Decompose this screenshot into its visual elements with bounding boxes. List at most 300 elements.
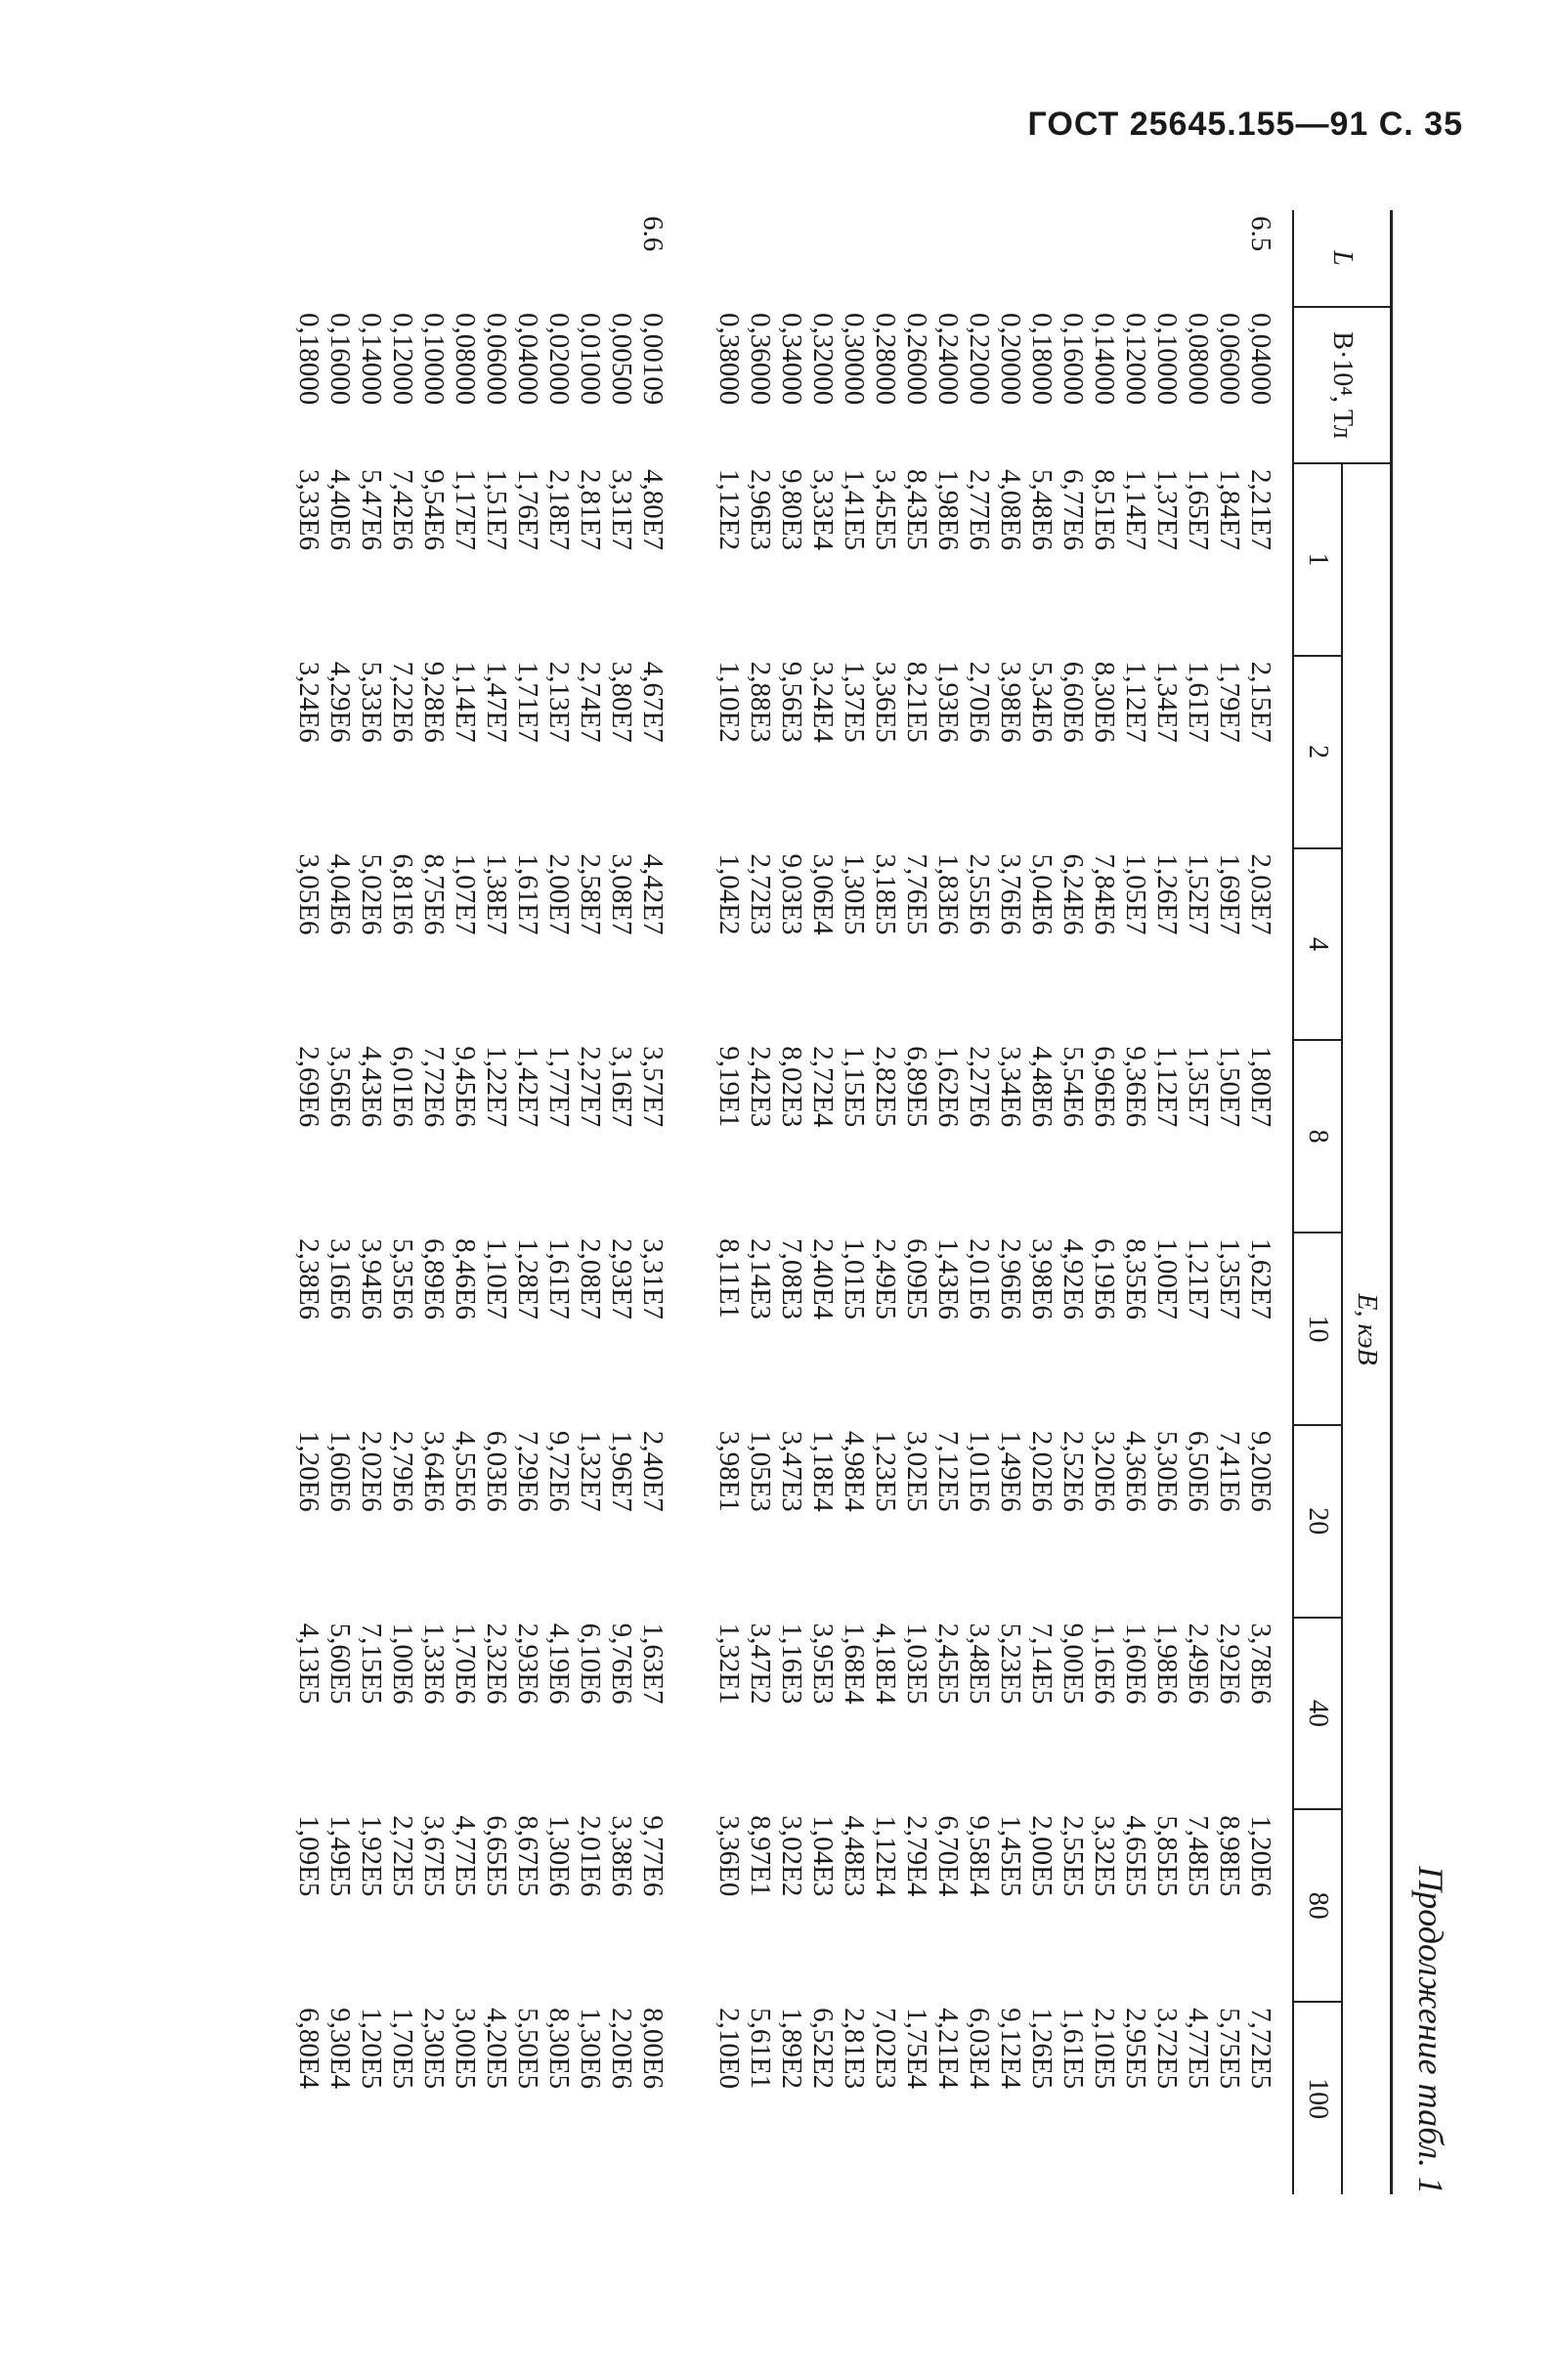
flux-value: 1,79E7 (1214, 661, 1245, 743)
flux-value: 9,03E3 (776, 853, 807, 935)
flux-value: 5,50E5 (512, 2008, 543, 2090)
flux-value: 4,43E6 (356, 1046, 387, 1128)
flux-value: 9,77E6 (637, 1815, 669, 1897)
flux-value: 2,02E6 (356, 1430, 387, 1512)
flux-value: 7,29E6 (512, 1430, 543, 1512)
flux-value: 4,40E6 (324, 469, 356, 550)
table-row (543, 210, 575, 2194)
flux-value: 9,56E3 (776, 661, 807, 743)
flux-value: 3,47E3 (776, 1430, 807, 1512)
energy-header-8: 8 (1293, 1040, 1342, 1233)
l-value (1183, 210, 1214, 307)
flux-value: 3,18E5 (870, 853, 901, 935)
flux-value: 6,60E6 (1058, 661, 1089, 743)
table-row (995, 210, 1026, 2194)
flux-value: 1,47E7 (481, 661, 512, 743)
flux-value: 4,20E5 (481, 2008, 512, 2090)
flux-value: 6,03E4 (964, 2008, 995, 2090)
data-table (293, 210, 1393, 2194)
flux-value: 1,69E7 (1214, 853, 1245, 935)
flux-value: 4,92E6 (1058, 1238, 1089, 1320)
table-row (901, 210, 932, 2194)
flux-value: 1,62E6 (932, 1046, 964, 1128)
energy-header-40: 40 (1293, 1618, 1342, 1810)
flux-value: 1,75E4 (901, 2008, 932, 2090)
flux-value: 3,31E7 (637, 1238, 669, 1320)
flux-value: 9,00E5 (1058, 1623, 1089, 1705)
table-row (512, 210, 543, 2194)
flux-value: 3,56E6 (324, 1046, 356, 1128)
b-value: 0,06000 (1214, 313, 1245, 406)
flux-value: 3,45E5 (870, 469, 901, 550)
flux-value: 9,12E4 (995, 2008, 1026, 2090)
flux-value: 1,10E7 (481, 1238, 512, 1320)
b-value: 0,12000 (387, 313, 418, 406)
flux-value: 7,76E5 (901, 853, 932, 935)
flux-value: 1,30E6 (543, 1815, 575, 1897)
flux-value: 2,96E3 (745, 469, 776, 550)
flux-value: 3,24E6 (293, 661, 324, 743)
table-row (637, 210, 684, 2194)
table-row (870, 210, 901, 2194)
flux-value: 1,38E7 (481, 853, 512, 935)
flux-value: 9,36E6 (1120, 1046, 1151, 1128)
flux-value: 1,26E7 (1151, 853, 1183, 935)
flux-value: 2,08E7 (575, 1238, 606, 1320)
flux-value: 2,79E6 (387, 1430, 418, 1512)
l-value (776, 210, 807, 307)
b-value: 0,38000 (713, 313, 745, 406)
flux-value: 3,64E6 (418, 1430, 450, 1512)
flux-value: 2,81E7 (575, 469, 606, 550)
l-value (964, 210, 995, 307)
flux-value: 5,04E6 (1026, 853, 1058, 935)
l-value (1120, 210, 1151, 307)
l-value (356, 210, 387, 307)
flux-value: 6,19E6 (1089, 1238, 1120, 1320)
flux-value: 1,51E7 (481, 469, 512, 550)
flux-value: 3,36E5 (870, 661, 901, 743)
flux-value: 1,50E7 (1214, 1046, 1245, 1128)
b-value: 0,14000 (356, 313, 387, 406)
flux-value: 3,31E7 (606, 469, 637, 550)
flux-value: 3,24E4 (807, 661, 839, 743)
flux-value: 2,72E3 (745, 853, 776, 935)
flux-value: 1,93E6 (932, 661, 964, 743)
flux-value: 9,45E6 (450, 1046, 481, 1128)
b-value: 0,34000 (776, 313, 807, 406)
flux-value: 1,04E2 (713, 853, 745, 935)
flux-value: 2,00E7 (543, 853, 575, 935)
table-row (1089, 210, 1120, 2194)
flux-value: 6,70E4 (932, 1815, 964, 1897)
flux-value: 8,35E6 (1120, 1238, 1151, 1320)
flux-value: 3,80E7 (606, 661, 637, 743)
flux-value: 2,52E6 (1058, 1430, 1089, 1512)
flux-value: 1,70E5 (387, 2008, 418, 2090)
flux-value: 3,02E5 (901, 1430, 932, 1512)
flux-value: 4,98E4 (839, 1430, 870, 1512)
flux-value: 4,80E7 (637, 469, 669, 550)
l-value (575, 210, 606, 307)
flux-value: 2,10E0 (713, 2008, 745, 2090)
flux-value: 4,04E6 (324, 853, 356, 935)
flux-value: 9,19E1 (713, 1046, 745, 1128)
flux-value: 4,18E4 (870, 1623, 901, 1705)
b-value: 0,10000 (1151, 313, 1183, 406)
flux-value: 2,49E5 (870, 1238, 901, 1320)
flux-value: 1,98E6 (932, 469, 964, 550)
b-value: 0,30000 (839, 313, 870, 406)
flux-value: 4,77E5 (1183, 2008, 1214, 2090)
flux-value: 2,88E3 (745, 661, 776, 743)
flux-value: 1,96E7 (606, 1430, 637, 1512)
flux-value: 4,19E6 (543, 1623, 575, 1705)
energy-header-10: 10 (1293, 1233, 1342, 1425)
flux-value: 1,83E6 (932, 853, 964, 935)
flux-value: 1,09E5 (293, 1815, 324, 1897)
flux-value: 1,45E5 (995, 1815, 1026, 1897)
flux-value: 4,29E6 (324, 661, 356, 743)
flux-value: 4,65E5 (1120, 1815, 1151, 1897)
flux-value: 1,01E5 (839, 1238, 870, 1320)
table-row (1245, 210, 1293, 2194)
flux-value: 1,04E3 (807, 1815, 839, 1897)
flux-value: 1,12E2 (713, 469, 745, 550)
flux-value: 1,60E6 (1120, 1623, 1151, 1705)
b-value: 0,00109 (637, 313, 669, 406)
flux-value: 6,65E5 (481, 1815, 512, 1897)
flux-value: 2,96E6 (995, 1238, 1026, 1320)
flux-value: 3,94E6 (356, 1238, 387, 1320)
flux-value: 1,60E6 (324, 1430, 356, 1512)
header-B: B·10⁴, Тл (1293, 307, 1392, 463)
l-value (901, 210, 932, 307)
flux-value: 1,12E7 (1120, 661, 1151, 743)
b-value: 0,00500 (606, 313, 637, 406)
flux-value: 6,09E5 (901, 1238, 932, 1320)
flux-value: 3,00E5 (450, 2008, 481, 2090)
l-value (450, 210, 481, 307)
flux-value: 1,35E7 (1214, 1238, 1245, 1320)
flux-value: 1,92E5 (356, 1815, 387, 1897)
flux-value: 4,36E6 (1120, 1430, 1151, 1512)
flux-value: 2,74E7 (575, 661, 606, 743)
flux-value: 7,72E5 (1245, 2008, 1276, 2090)
l-value (995, 210, 1026, 307)
flux-value: 1,23E5 (870, 1430, 901, 1512)
flux-value: 4,21E4 (932, 2008, 964, 2090)
flux-value: 5,61E1 (745, 2008, 776, 2090)
flux-value: 3,98E6 (995, 661, 1026, 743)
b-value: 0,06000 (481, 313, 512, 406)
flux-value: 1,20E6 (293, 1430, 324, 1512)
flux-value: 3,33E4 (807, 469, 839, 550)
flux-value: 3,67E5 (418, 1815, 450, 1897)
flux-value: 5,54E6 (1058, 1046, 1089, 1128)
flux-value: 1,30E6 (575, 2008, 606, 2090)
flux-value: 1,21E7 (1183, 1238, 1214, 1320)
flux-value: 3,16E6 (324, 1238, 356, 1320)
flux-value: 2,93E7 (606, 1238, 637, 1320)
flux-value: 1,00E6 (387, 1623, 418, 1705)
flux-value: 5,30E6 (1151, 1430, 1183, 1512)
table-row (356, 210, 387, 2194)
flux-value: 2,14E3 (745, 1238, 776, 1320)
header-L: L (1293, 210, 1392, 307)
flux-value: 2,42E3 (745, 1046, 776, 1128)
table-row (932, 210, 964, 2194)
flux-value: 1,16E3 (776, 1623, 807, 1705)
l-value (543, 210, 575, 307)
table-row (1058, 210, 1089, 2194)
energy-header-1: 1 (1293, 463, 1342, 656)
flux-value: 1,70E6 (450, 1623, 481, 1705)
flux-value: 3,08E7 (606, 853, 637, 935)
flux-value: 7,14E5 (1026, 1623, 1058, 1705)
flux-value: 8,02E3 (776, 1046, 807, 1128)
flux-value: 2,01E6 (575, 1815, 606, 1897)
flux-value: 9,58E4 (964, 1815, 995, 1897)
flux-value: 4,67E7 (637, 661, 669, 743)
l-value (324, 210, 356, 307)
flux-value: 5,33E6 (356, 661, 387, 743)
flux-value: 1,65E7 (1183, 469, 1214, 550)
flux-value: 2,69E6 (293, 1046, 324, 1128)
flux-value: 2,27E6 (964, 1046, 995, 1128)
flux-value: 2,01E6 (964, 1238, 995, 1320)
flux-value: 1,20E6 (1245, 1815, 1276, 1897)
table-row (387, 210, 418, 2194)
flux-value: 1,03E5 (901, 1623, 932, 1705)
flux-value: 5,85E5 (1151, 1815, 1183, 1897)
flux-value: 9,30E4 (324, 2008, 356, 2090)
flux-value: 9,80E3 (776, 469, 807, 550)
flux-value: 5,35E6 (387, 1238, 418, 1320)
flux-value: 2,72E5 (387, 1815, 418, 1897)
flux-value: 1,37E7 (1151, 469, 1183, 550)
flux-value: 8,46E6 (450, 1238, 481, 1320)
table-row (481, 210, 512, 2194)
flux-value: 1,34E7 (1151, 661, 1183, 743)
flux-value: 1,41E5 (839, 469, 870, 550)
flux-value: 4,42E7 (637, 853, 669, 935)
flux-value: 3,02E2 (776, 1815, 807, 1897)
flux-value: 8,97E1 (745, 1815, 776, 1897)
b-value: 0,24000 (932, 313, 964, 406)
flux-value: 9,72E6 (543, 1430, 575, 1512)
flux-value: 8,30E6 (1089, 661, 1120, 743)
flux-value: 2,55E6 (964, 853, 995, 935)
table-row (324, 210, 356, 2194)
flux-value: 8,11E1 (713, 1238, 745, 1319)
flux-value: 2,15E7 (1245, 661, 1276, 743)
l-value (1151, 210, 1183, 307)
flux-value: 1,49E5 (324, 1815, 356, 1897)
l-value (387, 210, 418, 307)
b-value: 0,18000 (1026, 313, 1058, 406)
flux-value: 7,84E6 (1089, 853, 1120, 935)
flux-value: 2,13E7 (543, 661, 575, 743)
flux-value: 3,95E3 (807, 1623, 839, 1705)
flux-value: 2,49E6 (1183, 1623, 1214, 1705)
b-value: 0,04000 (1245, 313, 1276, 406)
flux-value: 3,78E6 (1245, 1623, 1276, 1705)
flux-value: 2,30E5 (418, 2008, 450, 2090)
flux-value: 6,01E6 (387, 1046, 418, 1128)
flux-value: 2,38E6 (293, 1238, 324, 1320)
flux-value: 3,47E2 (745, 1623, 776, 1705)
table-row (575, 210, 606, 2194)
flux-value: 1,12E4 (870, 1815, 901, 1897)
flux-value: 2,27E7 (575, 1046, 606, 1128)
flux-value: 5,02E6 (356, 853, 387, 935)
flux-value: 1,26E5 (1026, 2008, 1058, 2090)
table-row (606, 210, 637, 2194)
l-value (745, 210, 776, 307)
table-row (807, 210, 839, 2194)
b-value: 0,14000 (1089, 313, 1120, 406)
flux-value: 1,61E7 (543, 1238, 575, 1320)
flux-value: 7,48E5 (1183, 1815, 1214, 1897)
b-value: 0,32000 (807, 313, 839, 406)
table-row (839, 210, 870, 2194)
flux-value: 8,00E6 (637, 2008, 669, 2090)
b-value: 0,12000 (1120, 313, 1151, 406)
flux-value: 5,48E6 (1026, 469, 1058, 550)
flux-value: 1,32E1 (713, 1623, 745, 1705)
flux-value: 2,21E7 (1245, 469, 1276, 550)
flux-value: 7,02E3 (870, 2008, 901, 2090)
flux-value: 6,80E4 (293, 2008, 324, 2090)
flux-value: 4,77E5 (450, 1815, 481, 1897)
flux-value: 2,70E6 (964, 661, 995, 743)
flux-value: 9,54E6 (418, 469, 450, 550)
table-row (776, 210, 807, 2194)
flux-value: 1,14E7 (450, 661, 481, 743)
flux-value: 6,96E6 (1089, 1046, 1120, 1128)
flux-value: 1,63E7 (637, 1623, 669, 1705)
flux-value: 4,48E6 (1026, 1046, 1058, 1128)
flux-value: 9,20E6 (1245, 1430, 1276, 1512)
flux-value: 6,77E6 (1058, 469, 1089, 550)
flux-value: 1,01E6 (964, 1430, 995, 1512)
l-value (839, 210, 870, 307)
flux-value: 6,89E6 (418, 1238, 450, 1320)
energy-header-80: 80 (1293, 1809, 1342, 2002)
flux-value: 1,68E4 (839, 1623, 870, 1705)
flux-value: 2,20E6 (606, 2008, 637, 2090)
flux-value: 1,89E2 (776, 2008, 807, 2090)
flux-value: 6,10E6 (575, 1623, 606, 1705)
flux-value: 1,61E5 (1058, 2008, 1089, 2090)
flux-value: 2,72E4 (807, 1046, 839, 1128)
page-header: ГОСТ 25645.155—91 С. 35 (1027, 106, 1463, 143)
table-row (293, 210, 324, 2194)
l-value (1026, 210, 1058, 307)
table-caption: Продолжение табл. 1 (1411, 1866, 1450, 2194)
table-row (964, 210, 995, 2194)
b-value: 0,01000 (575, 313, 606, 406)
l-value (807, 210, 839, 307)
flux-value: 2,03E7 (1245, 853, 1276, 935)
flux-value: 1,28E7 (512, 1238, 543, 1320)
flux-value: 7,72E6 (418, 1046, 450, 1128)
table-row (745, 210, 776, 2194)
flux-value: 2,00E5 (1026, 1815, 1058, 1897)
l-value (1058, 210, 1089, 307)
table-row (1214, 210, 1245, 2194)
flux-value: 3,05E6 (293, 853, 324, 935)
flux-value: 3,33E6 (293, 469, 324, 550)
l-value (1214, 210, 1245, 307)
b-value: 0,08000 (450, 313, 481, 406)
flux-value: 2,55E5 (1058, 1815, 1089, 1897)
flux-value: 1,84E7 (1214, 469, 1245, 550)
flux-value: 1,52E7 (1183, 853, 1214, 935)
flux-value: 5,75E5 (1214, 2008, 1245, 2090)
l-value (418, 210, 450, 307)
l-value: 6.6 (637, 216, 669, 252)
l-value (870, 210, 901, 307)
flux-value: 1,33E6 (418, 1623, 450, 1705)
l-value (932, 210, 964, 307)
energy-header-row (1293, 210, 1342, 2194)
table-row (1151, 210, 1183, 2194)
b-value: 0,10000 (418, 313, 450, 406)
flux-value: 7,12E5 (932, 1430, 964, 1512)
b-value: 0,36000 (745, 313, 776, 406)
flux-value: 4,48E3 (839, 1815, 870, 1897)
energy-header-2: 2 (1293, 656, 1342, 848)
flux-value: 3,38E6 (606, 1815, 637, 1897)
flux-value: 2,18E7 (543, 469, 575, 550)
b-value: 0,20000 (995, 313, 1026, 406)
table-row (713, 210, 745, 2194)
l-value (293, 210, 324, 307)
flux-value: 3,76E6 (995, 853, 1026, 935)
flux-value: 4,55E6 (450, 1430, 481, 1512)
flux-value: 1,15E5 (839, 1046, 870, 1128)
flux-value: 7,22E6 (387, 661, 418, 743)
table-row (418, 210, 450, 2194)
b-value: 0,04000 (512, 313, 543, 406)
flux-value: 5,47E6 (356, 469, 387, 550)
flux-value: 1,43E6 (932, 1238, 964, 1320)
flux-value: 3,16E7 (606, 1046, 637, 1128)
l-value: 6.5 (1245, 216, 1276, 252)
flux-value: 1,76E7 (512, 469, 543, 550)
flux-value: 1,35E7 (1183, 1046, 1214, 1128)
flux-value: 2,93E6 (512, 1623, 543, 1705)
flux-value: 1,32E7 (575, 1430, 606, 1512)
flux-value: 1,42E7 (512, 1046, 543, 1128)
flux-value: 6,03E6 (481, 1430, 512, 1512)
b-value: 0,26000 (901, 313, 932, 406)
energy-header-4: 4 (1293, 848, 1342, 1041)
flux-value: 8,98E5 (1214, 1815, 1245, 1897)
b-value: 0,16000 (324, 313, 356, 406)
b-value: 0,02000 (543, 313, 575, 406)
flux-value: 4,08E6 (995, 469, 1026, 550)
flux-value: 3,36E0 (713, 1815, 745, 1897)
group-gap (684, 210, 713, 2194)
table-row (1026, 210, 1058, 2194)
flux-value: 1,17E7 (450, 469, 481, 550)
flux-value: 2,02E6 (1026, 1430, 1058, 1512)
flux-value: 1,20E5 (356, 2008, 387, 2090)
l-value (1089, 210, 1120, 307)
